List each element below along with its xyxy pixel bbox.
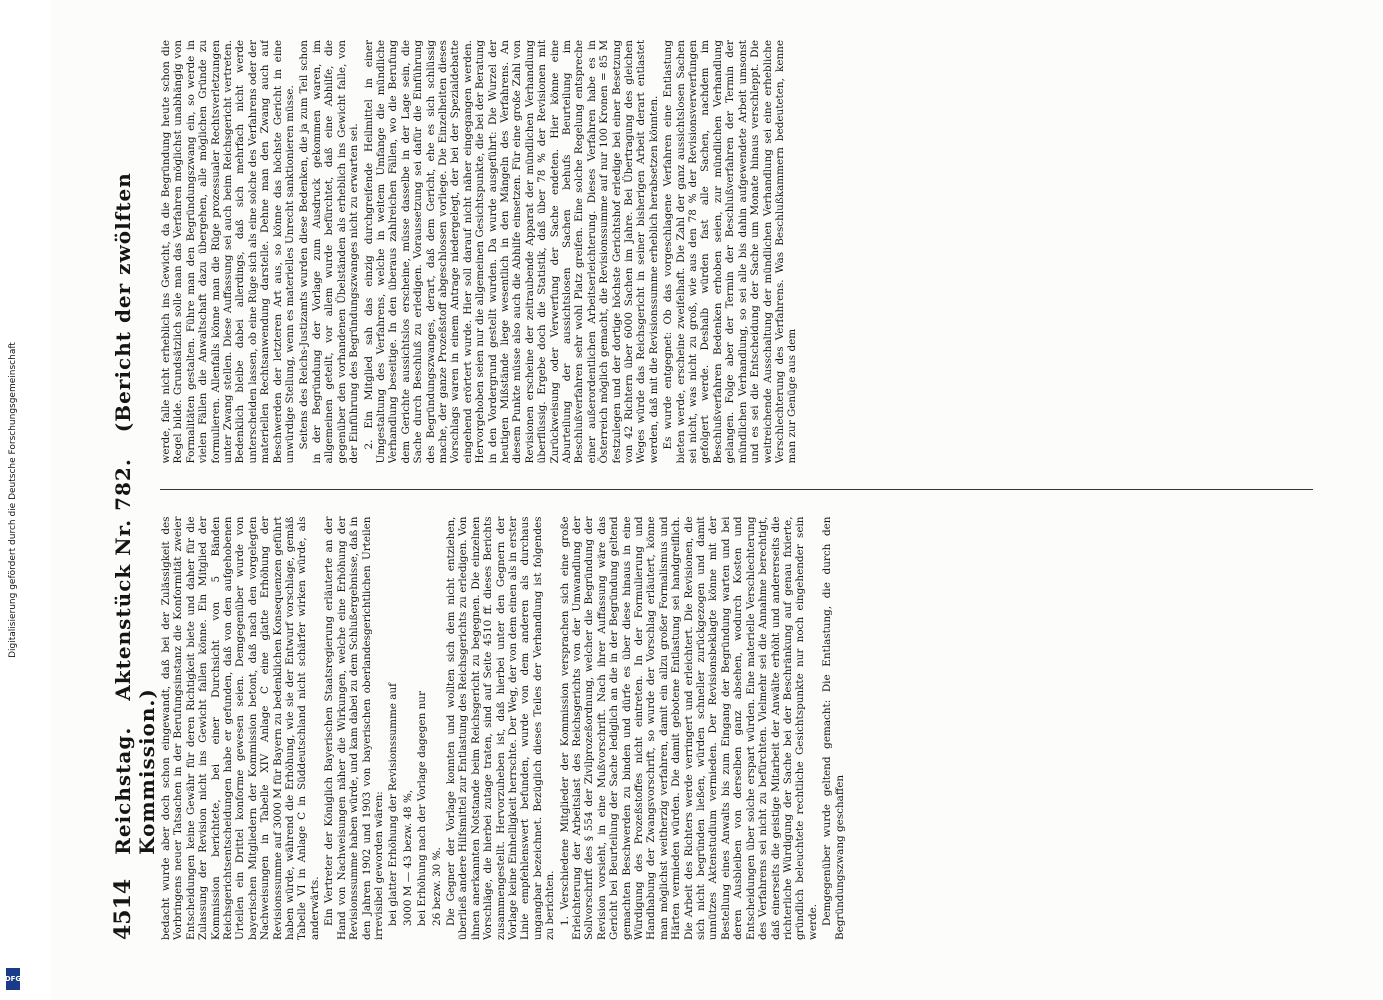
digitization-credit (4, 0, 22, 1000)
paragraph: Ein Vertreter der Königlich Bayerischen Staatsregierung erläuterte an der Hand von Nachweisungen näher die Wirkungen, welche eine Erhöhung der Revisionssumme haben würde, und kam dabei zu dem Schlußergebnisse, daß in den Jahren 1902 und 1903 von bayerischen oberlandesgerichtlichen Urteilen irrevisibel geworden wären: (323, 516, 385, 940)
column-divider (160, 490, 1313, 491)
column-right (160, 40, 1313, 464)
paragraph: werde, falle nicht erheblich ins Gewicht, da die Begründung heute schon die Regel bilde. Grundsätzlich solle man das Verfahren möglichst unabhängig von Formalitäten gestalten. Führe man den Begründungszwang ein, so werde in vielen Fällen die Anwaltschaft dazu übergehen, alle möglichen Gründe zu formulieren. Allenfalls könne man die Rüge prozessualer Rechtsverletzungen unter Zwang stellen. Diese Auffassung sei auch beim Reichsgericht vertreten. Bedenklich bleibe dabei allerdings, daß sich mehrfach nicht werde unterscheiden lassen, ob eine Rüge sich als eine solche des Verfahrens oder der materiellen Rechtsanwendung darstelle. Dehne man den Zwang auch auf Beschwerden der letzteren Art aus, so könne das höchste Gericht in eine unwürdige Stellung, wenn es materielles Unrecht sanktionieren müsse. (160, 40, 297, 464)
dfg-logo (6, 968, 20, 990)
running-head (111, 40, 159, 855)
digitization-credit-text: Digitalisierung gefördert durch die Deutsche Forschungsgemeinschaft (8, 342, 19, 658)
math-line: bei Erhöhung nach der Vorlage dagegen nur (416, 691, 429, 926)
running-head-section: (Bericht der zwölften Kommission.) (111, 172, 159, 855)
running-head-document: Aktenstück Nr. 782. (111, 458, 135, 701)
column-left (160, 517, 1313, 941)
paragraph: Demgegenüber wurde geltend gemacht: Die Entlastung, die durch den Begründungszwang geschaffen (821, 516, 846, 940)
paragraph: Die Gegner der Vorlage konnten und wollten sich dem nicht entziehen, überließ andere Hilfsmittel zur Entlastung des Reichsgerichts zu erledigen. Von ihnen anerkannten Notstande beim Reichsgericht zu begegnen. Die einzelnen Vorschläge, die hierbei zutage traten, sind auf Seite 4510 ff. dieses Berichts zusammengestellt. Hervorzuheben ist, daß hierbei unter den Gegnern der Vorlage keine Einhelligkeit herrschte. Der Weg, der von dem einen als in erster Linie empfehlenswert befunden, wurde von dem anderen als durchaus ungangbar bezeichnet. Bezüglich dieses Teiles der Verhandlung ist folgendes zu berichten. (444, 516, 557, 940)
paragraph: Es wurde entgegnet: Ob das vorgeschlagene Verfahren eine Entlastung bieten werde, erscheine zweifelhaft. Die Zahl der ganz aussichtslosen Sachen sei nicht, was nicht zu groß, wie aus den 78 % der Revisionsverwerfungen gefolgert werde. Deshalb würden fast alle Sachen, nachdem im Beschlußverfahren Bedenken erhoben seien, zur mündlichen Verhandlung gelangen. Folge aber der Termin der Beschlußverfahren der Termin der mündlichen Verhandlung, so sei alle bis dahin aufgewendete Arbeit umsonst und es sei die Entscheidung der Sache um Monate hinaus verschleppt. Die weitreichende Ausschaltung der mündlichen Verhandlung sei eine erhebliche Verschlechterung des Verfahrens. Was Beschlußkammern bedeuteten, kenne man zur Genüge aus dem (662, 40, 799, 464)
math-line: 3000 M — 43 bezw. 48 %, (401, 789, 414, 926)
paragraph: Seitens des Reichs-Justizamts wurden diese Bedenken, die ja zum Teil schon in der Begründung der Vorlage zum Ausdruck gekommen waren, im allgemeinen geteilt, vor allem wurde befürchtet, daß eine Abhilfe, die gegenüber den vorhandenen Übelständen als erheblich ins Gewicht falle, von der Einführung des Begründungszwanges nicht zu erwarten sei. (298, 40, 361, 464)
paragraph: bedacht wurde aber doch schon eingewandt, daß bei der Zulässigkeit des Vorbringens neuer Tatsachen in der Berufungsinstanz die Konformität zweier Entscheidungen keine Gewähr für deren Richtigkeit biete und daher für die Zulassung der Revision nicht ins Gewicht fallen könne. Ein Mitglied der Kommission berichtete, bei einer Durchsicht von 5 Bänden Reichsgerichtsentscheidungen habe er gefunden, daß von den aufgehobenen Urteilen ein Drittel konforme gewesen seien. Demgegenüber wurde von bayerischen Mitgliedern der Kommission betont, daß nach den vorgelegten Nachweisungen in Tabelle XIV Anlage C eine glatte Erhöhung der Revisionssumme auf 3000 M für Bayern zu bedenklichen Konsequenzen geführt haben würde, während die Erhöhung, wie sie der Entwurf vorschlage, gemäß Tabelle VI in Anlage C in Süddeutschland nicht schärfer wirken würde, als anderwärts. (160, 516, 321, 940)
math-line: bei glatter Erhöhung der Revisionssumme auf (387, 683, 400, 926)
math-line: 26 bezw. 30 %. (430, 847, 443, 926)
paragraph: 2. Ein Mitglied sah das einzig durchgreifende Heilmittel in einer Umgestaltung des Verfahrens, welche in weitem Umfange die mündliche Verhandlung beseitige. In den überaus zahlreichen Fällen, wo die Berufung dem Gerichte aussichtslos erscheine, müsse dasselbe in der Lage sein, die Sache durch Beschluß zu erledigen. Voraussetzung sei dafür die Einführung des Begründungszwanges, derart, daß dem Gericht, ehe es sich schlüssig mache, der ganze Prozeßstoff abgeschlossen vorliege. Die Einzelheiten dieses Vorschlags waren in einem Antrage niedergelegt, der bei der Spezialdebatte eingehend erörtert wurde. Hier soll darauf nicht näher eingegangen werden. Hervorgehoben seien nur die allgemeinen Gesichtspunkte, die bei der Beratung in den Vordergrund gestellt wurden. Da wurde ausgeführt: Die Wurzel der heutigen Mißstände liege wesentlich in den Mängeln des Verfahrens. An diesem Punkte müsse also auch die Abhilfe einsetzen. Für eine große Zahl von Revisionen erscheine der zeitraubende Apparat der mündlichen Verhandlung überflüssig. Ergebe doch die Statistik, daß über 78 % der Revisionen mit Zurückweisung oder Verwerfung der Sache endeten. Hier könne eine Aburteilung der aussichtslosen Sachen behufs Beurteilung im Beschlußverfahren sehr wohl Platz greifen. Eine solche Regelung entspreche einer außerordentlichen Arbeitserleichterung. Dieses Verfahren habe es in Österreich möglich gemacht, die Revisionssumme auf nur 100 Kronen = 85 M festzulegen und der dortige höchste Gerichtshof erledige bei einer Besetzung von 42 Richtern über 6000 Sachen im Jahre. Bei Übertragung des gleichen Weges würde das Reichsgericht in seiner bisherigen Arbeit derart entlastet werden, daß mit die Revisionssumme erheblich herabsetzen könnten. (362, 40, 660, 464)
dfg-logo-text: DFG (4, 975, 22, 983)
paragraph: 1. Verschiedene Mitglieder der Kommission versprachen sich eine große Erleichterung der Arbeitslast des Reichsgerichts von der Umwandlung der Sollvorschrift des § 554 der Zivilprozeßordnung, welcher die Begründung der Revision vorsieht, in eine Mußvorschrift. Nach ihrer Auffassung wäre das Gericht bei Beurteilung der Sache lediglich an die in der Begründung geltend gemachten Beschwerden zu binden und dürfe es über diese hinaus in eine Würdigung des Prozeßstoffes nicht eintreten. In der Formulierung und Handhabung der Zwangsvorschrift, so wurde der Vorschlag erläutert, könne man möglichst weitherzig verfahren, damit ein allzu großer Formalismus und Härten vermieden würden. Die damit gebotene Entlastung sei handgreiflich. Die Arbeit des Richters werde verringert und erleichtert. Die Revisionen, die sich nicht begründen ließen, würden schneller zurückgezogen und damit unnützes Aktenstudium vermieden. Der Revisionsbeklagte könne mit der Bestellung eines Anwalts bis zum Eingang der Begründung warten und bei deren Ausbleiben von derselben ganz absehen, wodurch Kosten und Entscheidungen über solche erspart würden. Eine materielle Verschlechterung des Verfahrens sei nicht zu befürchten. Vielmehr sei die Annahme berechtigt, daß einerseits die geistige Mitarbeit der Anwälte erhöht und andererseits die richterliche Würdigung der Sache bei der Beschränkung auf genau fixierte, gründlich beleuchtete rechtliche Gesichtspunkte nur noch eingehender sein werde. (558, 516, 819, 940)
page-header (110, 40, 159, 940)
scanned-page (50, 0, 1383, 1000)
text-columns (160, 40, 1313, 940)
running-head-body: Reichstag. (111, 726, 135, 855)
page-number: 4514 (110, 878, 136, 940)
